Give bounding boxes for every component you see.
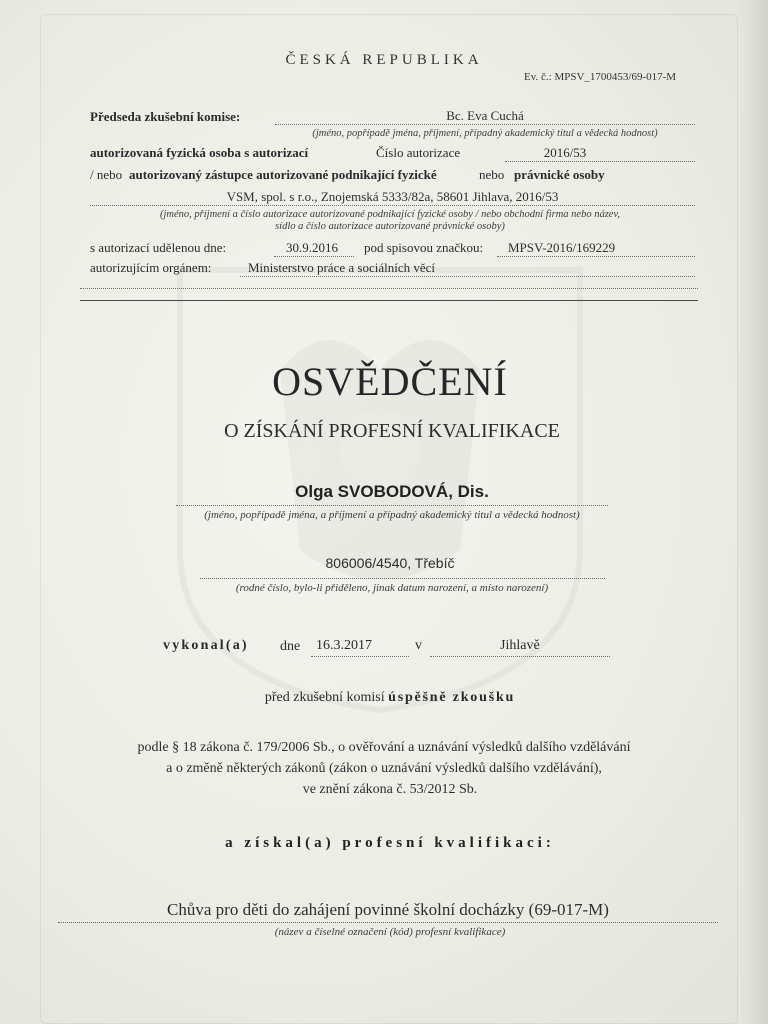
date-label: dne — [280, 639, 301, 654]
separator-dotted — [80, 288, 698, 289]
country-heading: ČESKÁ REPUBLIKA — [285, 52, 483, 68]
law-line-3: ve znění zákona č. 53/2012 Sb. — [302, 782, 478, 797]
chair-label: Předseda zkušební komise: — [90, 109, 241, 124]
chair-value: Bc. Eva Cuchá — [446, 108, 524, 123]
authority-line — [240, 276, 695, 277]
qualification-note: (název a číselné označení (kód) profesní kvalifikace) — [274, 926, 506, 938]
place-label: v — [415, 638, 422, 653]
granted-value: 30.9.2016 — [286, 240, 338, 255]
performed-label: vykonal(a) — [163, 638, 249, 653]
place-value: Jihlavě — [500, 638, 540, 653]
entity-note-2: sídlo a číslo autorizace autorizované právnické osoby) — [275, 221, 505, 232]
authorized-person-label: autorizovaná fyzická osoba s autorizací — [90, 145, 309, 160]
entity-line — [90, 205, 695, 206]
holder-name: Olga SVOBODOVÁ, Dis. — [295, 482, 489, 501]
authority-value: Ministerstvo práce a sociálních věcí — [248, 260, 435, 275]
date-value: 16.3.2017 — [316, 638, 372, 653]
file-label: pod spisovou značkou: — [364, 240, 484, 255]
qualification-line — [58, 922, 718, 923]
chair-note: (jméno, popřípadě jména, příjmení, případný akademický titul a vědecká hodnost) — [312, 128, 658, 139]
obtained-label: a získal(a) profesní kvalifikaci: — [225, 835, 555, 851]
granted-line — [274, 256, 354, 257]
or-label: / nebo — [90, 167, 123, 182]
entity-value: VSM, spol. s r.o., Znojemská 5333/82a, 58601 Jihlava, 2016/53 — [226, 189, 559, 204]
exam-sentence — [0, 690, 768, 706]
authority-label: autorizujícím orgánem: — [90, 260, 212, 275]
certificate-title: OSVĚDČENÍ — [272, 359, 508, 404]
authorization-number-line — [505, 161, 695, 162]
authorization-number-label: Číslo autorizace — [376, 145, 461, 160]
or-label-2: nebo — [479, 167, 505, 182]
law-line-1: podle § 18 zákona č. 179/2006 Sb., o ověřování a uznávání výsledků dalšího vzdělávání — [137, 740, 631, 755]
file-value: MPSV-2016/169229 — [508, 240, 616, 255]
birth-line — [200, 578, 605, 579]
date-line — [311, 656, 409, 657]
authorization-number-value: 2016/53 — [543, 145, 587, 160]
chair-line — [275, 124, 695, 125]
separator-solid — [80, 300, 698, 301]
exam-text-prefix: před zkušební komisí — [264, 690, 385, 705]
representative-label: autorizovaný zástupce autorizované podnikající fyzické — [129, 167, 437, 182]
qualification-value: Chůva pro děti do zahájení povinné školní docházky (69-017-M) — [167, 900, 609, 919]
birth-note: (rodné číslo, bylo-li přiděleno, jinak datum narození, a místo narození) — [235, 582, 549, 594]
file-line — [497, 256, 695, 257]
holder-line — [176, 505, 608, 506]
exam-text-bold: úspěšně zkoušku — [388, 690, 516, 705]
place-line — [430, 656, 610, 657]
legal-entity-label: právnické osoby — [514, 167, 605, 182]
entity-note-1: (jméno, příjmení a číslo autorizace autorizované podnikající fyzické osoby / nebo obchodní firma nebo název, — [160, 209, 620, 220]
law-line-2: a o změně některých zákonů (zákon o uznávání výsledků dalšího vzdělávání), — [166, 761, 602, 776]
holder-note: (jméno, popřípadě jména, a příjmení a případný akademický titul a vědecká hodnost) — [204, 509, 580, 521]
evidence-number: Ev. č.: MPSV_1700453/69-017-M — [524, 71, 677, 83]
birth-value: 806006/4540, Třebíč — [325, 555, 455, 571]
granted-label: s autorizací udělenou dne: — [90, 240, 227, 255]
certificate-subtitle: O ZÍSKÁNÍ PROFESNÍ KVALIFIKACE — [224, 420, 560, 442]
